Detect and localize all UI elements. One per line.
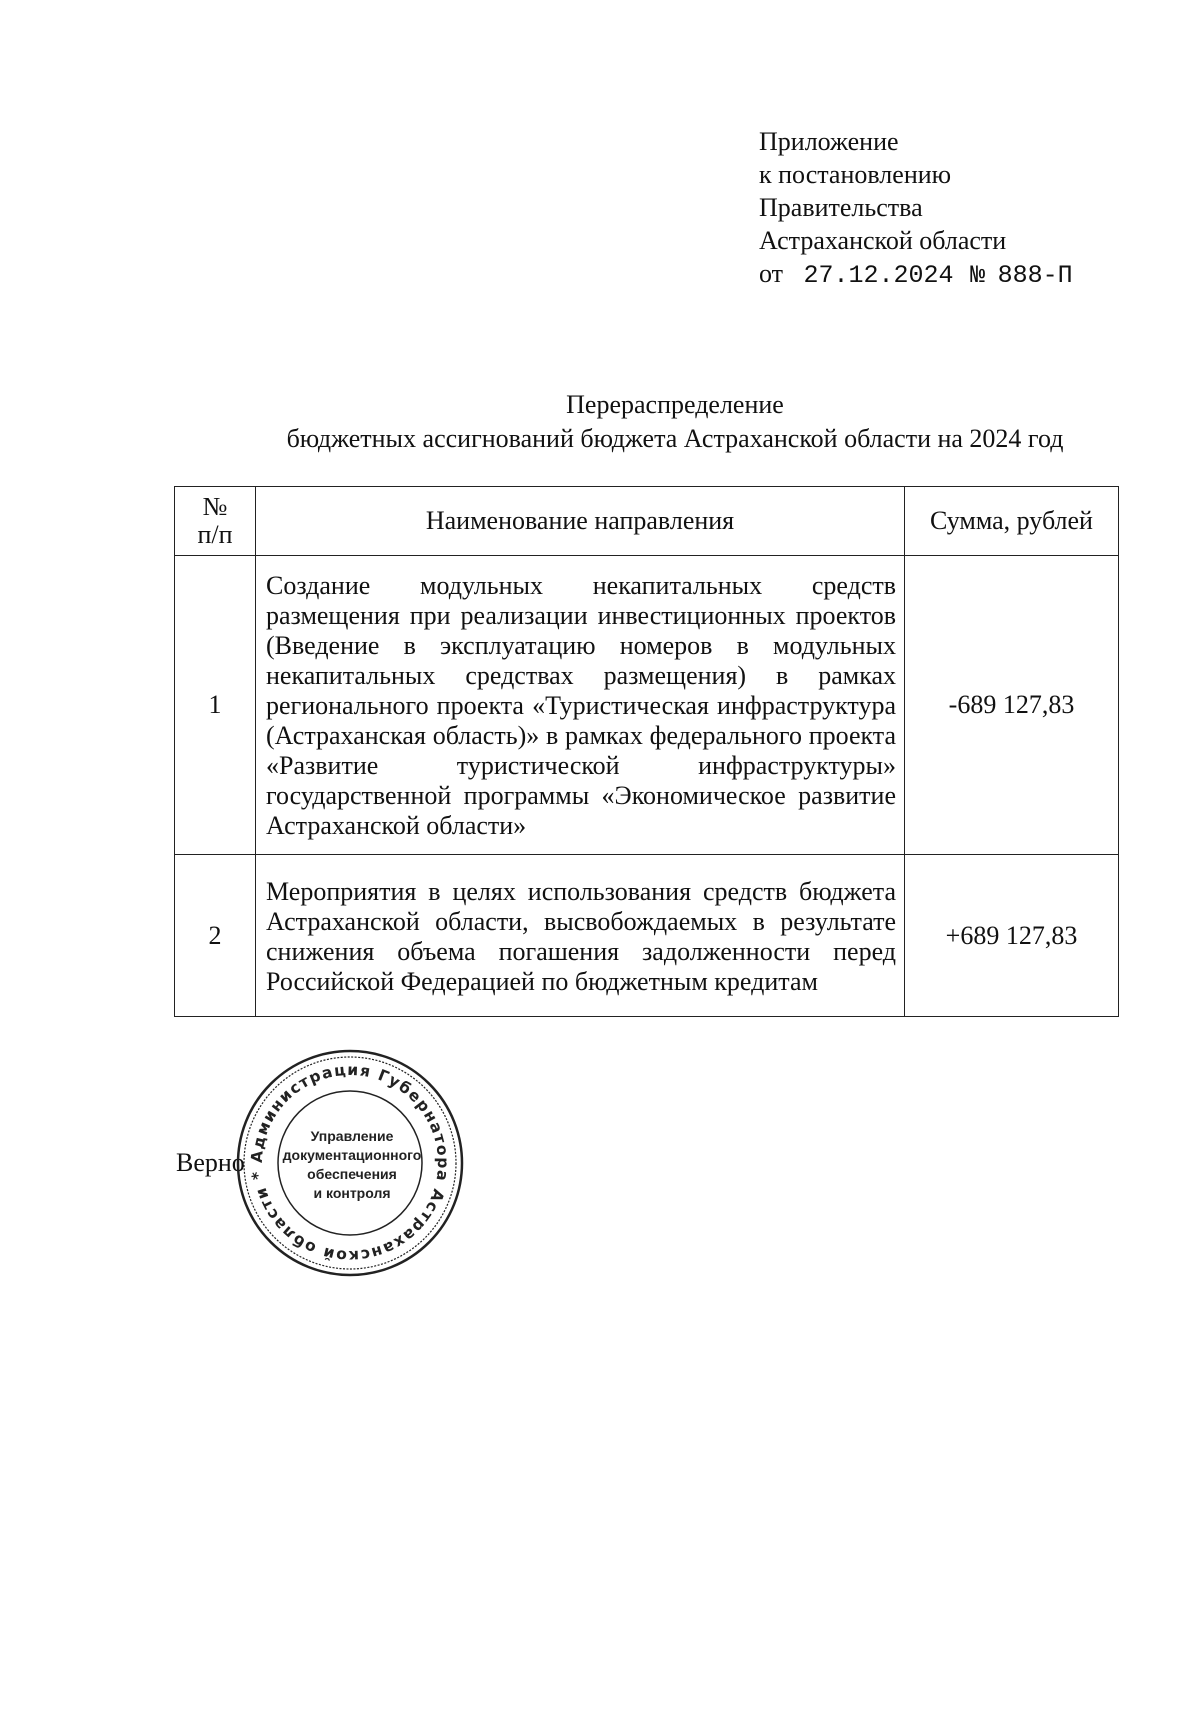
table-header-row (175, 487, 1119, 556)
table-row (175, 855, 1119, 1017)
stamp-inner-line-4: и контроля (313, 1185, 391, 1201)
header-name: Наименование направления (256, 487, 905, 556)
stamp-inner-line-1: Управление (310, 1128, 394, 1144)
verno-label: Верно (176, 1148, 245, 1177)
row-name: Мероприятия в целях использования средств бюджета Астраханской области, высвобождаемых в результате снижения объема погашения задолженности перед Российской Федерацией по бюджетным кредитам (256, 855, 905, 1017)
stamp-inner-ring (278, 1091, 422, 1235)
document-date: 27.12.2024 (803, 261, 954, 290)
date-prefix: от (759, 259, 784, 288)
table-row (175, 556, 1119, 855)
appendix-block (759, 125, 1073, 292)
reallocation-table (174, 486, 1119, 1017)
header-number (175, 487, 256, 556)
number-sign: № (970, 261, 986, 290)
appendix-line-4: Астраханской области (759, 226, 1007, 255)
stamp-outer-text: Администрация Губернатора Астраханской области * (247, 1060, 453, 1266)
appendix-line-3: Правительства (759, 193, 923, 222)
stamp-outer-ring (238, 1051, 462, 1275)
stamp-inner-line-3: обеспечения (307, 1166, 397, 1182)
document-number: 888-П (997, 261, 1073, 290)
appendix-date-line (759, 257, 1073, 292)
row-sum: -689 127,83 (905, 556, 1119, 855)
row-number: 1 (175, 556, 256, 855)
title-line-2: бюджетных ассигнований бюджета Астраханской области на 2024 год (286, 424, 1064, 453)
header-sum: Сумма, рублей (905, 487, 1119, 556)
appendix-line-2: к постановлению (759, 160, 952, 189)
document-title (175, 388, 1175, 456)
row-number: 2 (175, 855, 256, 1017)
stamp-inner-line-2: документационного (282, 1147, 422, 1163)
row-sum: +689 127,83 (905, 855, 1119, 1017)
header-number-pp: п/п (197, 520, 233, 549)
header-number-sign: № (202, 492, 228, 521)
official-stamp (235, 1048, 465, 1278)
stamp-dotted-ring (244, 1057, 456, 1269)
title-line-1: Перераспределение (566, 390, 784, 419)
row-name: Создание модульных некапитальных средств размещения при реализации инвестиционных проектов (Введение в эксплуатацию номеров в модульных некапитальных средствах размещения) в рамках регионального проекта «Туристическая инфраструктура (Астраханская область)» в рамках федерального проекта «Развитие туристической инфраструктуры» государственной программы «Экономическое развитие Астраханской области» (256, 556, 905, 855)
appendix-line-1: Приложение (759, 127, 899, 156)
